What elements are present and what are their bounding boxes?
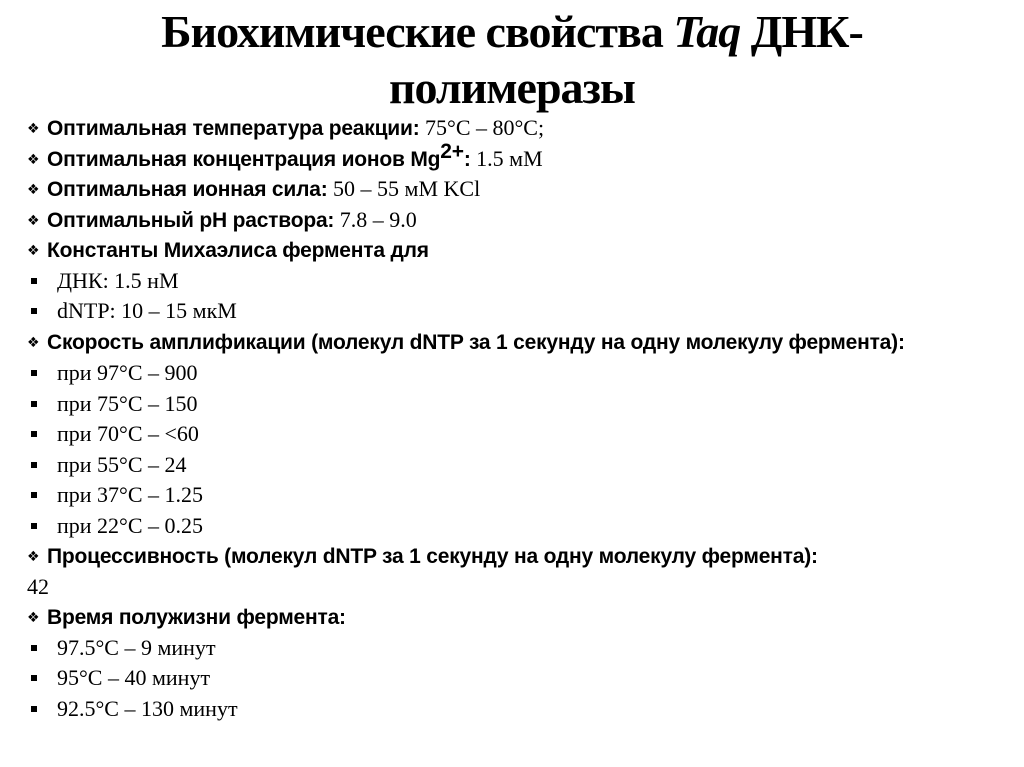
- sub-item-text: 95°C – 40 минут: [57, 665, 211, 690]
- item-value: 1.5 мМ: [470, 145, 543, 171]
- list-item-michaelis: [27, 235, 1007, 266]
- square-bullet-icon: [31, 462, 37, 468]
- sub-item-text: при 97°C – 900: [57, 360, 198, 385]
- item-superscript: 2+: [440, 139, 464, 163]
- item-label: Оптимальный pH раствора:: [47, 208, 335, 232]
- item-label: Константы Михаэлиса фермента для: [47, 239, 429, 262]
- sub-item: [27, 389, 1007, 420]
- square-bullet-icon: [31, 431, 37, 437]
- sub-item-text: при 75°C – 150: [57, 390, 198, 416]
- list-item-amplification-speed: [27, 327, 1007, 359]
- square-bullet-icon: [31, 492, 37, 498]
- square-bullet-icon: [31, 523, 37, 529]
- title-text-2: ДНК-: [740, 6, 863, 57]
- sub-item-text: 92.5°C – 130 минут: [57, 695, 238, 721]
- diamond-bullet-icon: ❖: [27, 549, 40, 565]
- diamond-bullet-icon: ❖: [27, 212, 40, 229]
- sub-item: [27, 266, 1007, 297]
- item-label: Оптимальная ионная сила:: [47, 178, 328, 201]
- item-value: 50 – 55 мМ KCl: [327, 176, 481, 201]
- sub-item: [27, 694, 1007, 725]
- diamond-bullet-icon: ❖: [27, 182, 40, 198]
- sub-item: [27, 419, 1007, 450]
- sub-item-text: ДНК: 1.5 нМ: [57, 267, 179, 293]
- sub-item: [27, 480, 1007, 511]
- square-bullet-icon: [31, 401, 37, 407]
- square-bullet-icon: [31, 278, 37, 284]
- title-line-2: полимеразы: [389, 62, 635, 113]
- sub-item-text: 97.5°C – 9 минут: [57, 634, 216, 660]
- square-bullet-icon: [31, 370, 37, 376]
- sub-item: [27, 633, 1007, 664]
- square-bullet-icon: [31, 645, 37, 651]
- item-value: 75°C – 80°C;: [419, 115, 545, 140]
- title-italic-taq: Taq: [673, 6, 741, 57]
- list-item-half-life: [27, 602, 1007, 633]
- content-list: [27, 113, 1007, 724]
- sub-item-text: при 37°C – 1.25: [57, 482, 204, 507]
- item-value: 7.8 – 9.0: [334, 206, 417, 232]
- diamond-bullet-icon: ❖: [27, 610, 40, 626]
- sub-item-text: dNTP: 10 – 15 мкМ: [57, 298, 237, 323]
- diamond-bullet-icon: ❖: [27, 121, 40, 137]
- square-bullet-icon: [31, 706, 37, 712]
- title-text-1: Биохимические свойства: [161, 6, 674, 57]
- item-label: Оптимальная температура реакции:: [47, 117, 420, 140]
- diamond-bullet-icon: ❖: [27, 243, 40, 259]
- sub-item: [27, 296, 1007, 327]
- processivity-value: [27, 572, 1007, 603]
- list-item-processivity: [27, 541, 1007, 572]
- square-bullet-icon: [31, 675, 37, 681]
- item-label: Время полужизни фермента:: [47, 606, 346, 629]
- item-label: Процессивность (молекул dNTP за 1 секунду на одну молекулу фермента):: [47, 545, 818, 568]
- sub-item: [27, 450, 1007, 481]
- sub-item: [27, 358, 1007, 389]
- list-item-ph: [27, 205, 1007, 236]
- item-label: Оптимальная концентрация ионов Mg: [47, 147, 441, 171]
- sub-item-text: при 55°C – 24: [57, 451, 187, 477]
- item-label: Скорость амплификации (молекул dNTP за 1 секунду на одну молекулу фермента):: [47, 330, 905, 354]
- sub-item: [27, 663, 1007, 694]
- diamond-bullet-icon: ❖: [27, 151, 40, 168]
- list-item-mg-concentration: [27, 139, 1007, 175]
- slide-title: [0, 4, 1024, 116]
- sub-item: [27, 511, 1007, 542]
- list-item-temperature: [27, 113, 1007, 144]
- list-item-ionic-strength: [27, 174, 1007, 205]
- item-colon: :: [463, 147, 471, 171]
- item-value: 42: [27, 573, 49, 599]
- sub-item-text: при 70°C – <60: [57, 421, 199, 446]
- diamond-bullet-icon: ❖: [27, 334, 40, 351]
- sub-item-text: при 22°C – 0.25: [57, 512, 204, 538]
- title-line-1: [0, 4, 1024, 60]
- square-bullet-icon: [31, 308, 37, 314]
